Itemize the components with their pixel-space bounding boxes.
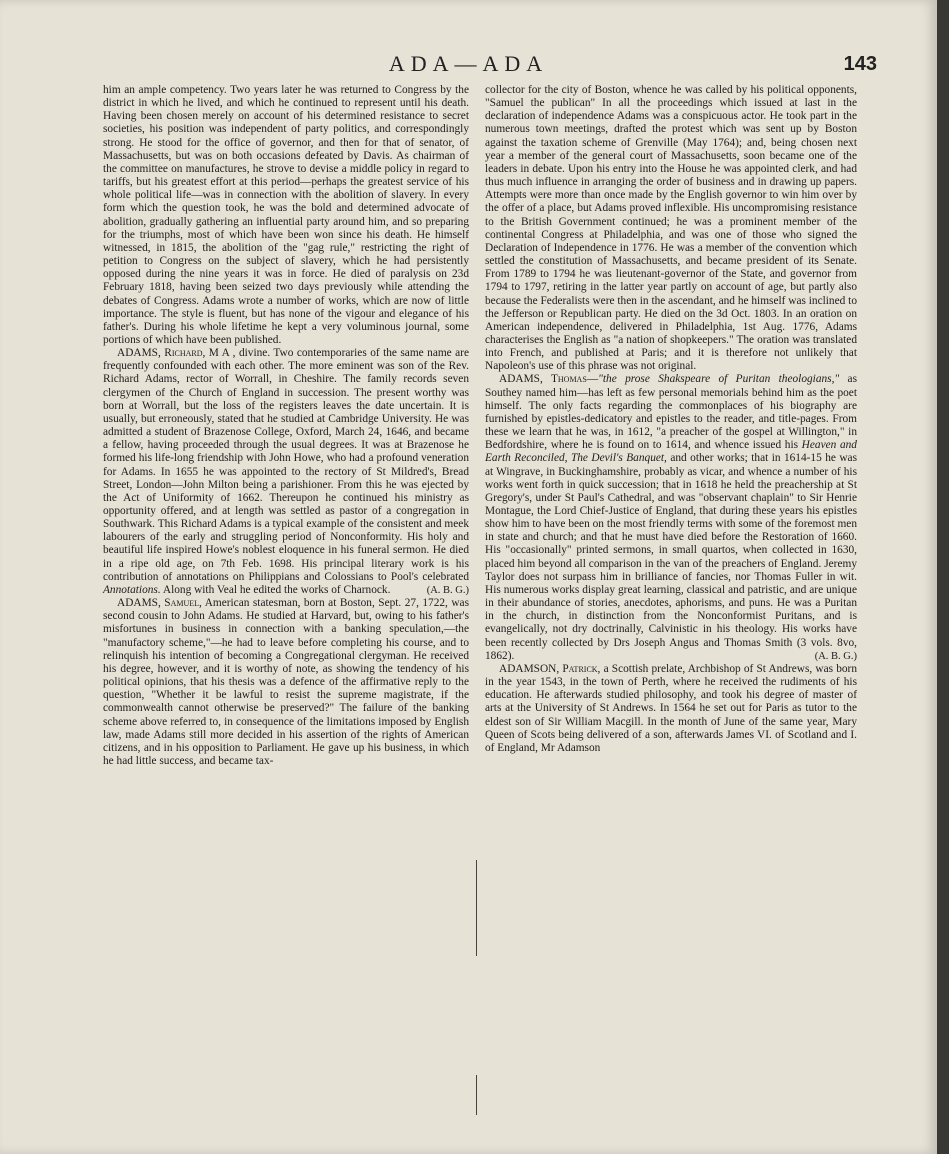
entry-text: as Southey named him—has left as few personal memorials behind him as the poet himself. The only facts regarding the commonplaces of his biography are furnished by epistles-dedicatory and epistles to the reader, and title-pages. From these we learn that he was, in 1612, "a preacher of the gospel at Willington," in Bedfordshire, where he is found on to 1614, and whence issued his xyxy=(485,373,857,452)
left-column xyxy=(103,84,469,768)
article-patrick-adamson xyxy=(485,663,857,755)
article-thomas-adams xyxy=(485,373,857,662)
page-number: 143 xyxy=(843,53,877,75)
entry-text: and other works; that in 1614-15 he was at Wingrave, in Buckinghamshire, probably as vicar, and whence a number of his works went forth in quick succession; that in 1618 he held the preachership at St Gregory's, under St Paul's Cathedral, and was "observant chaplain" to Sir Henrie Montague, the Lord Chief-Justice of England, that during these years his epistles show him to have been on the most friendly terms with some of the foremost men in state and church; and that he must have died before the Restoration of 1660. His "occasionally" printed sermons, in small quartos, when collected in 1630, placed him beyond all comparison in the van of the preachers of England. Jeremy Taylor does not surpass him in brilliance of fancies, nor Thomas Fuller in wit. His numerous works display great learning, classical and patristic, and are unique in their abundance of stories, anecdotes, aphorisms, and puns. He was a Puritan in the church, in distinction from the Nonconformist Puritans, and is evangelically, not dry doctrinally, Calvinistic in his theology. His works have been recently collected by Drs Joseph Angus and Thomas Smith (3 vols. 8vo, 1862). xyxy=(485,452,858,662)
quotation: "the prose Shakspeare of Puritan theologians," xyxy=(598,373,840,386)
right-column xyxy=(485,84,857,755)
article-samuel-adams xyxy=(103,597,469,768)
running-head: ADA—ADA xyxy=(388,51,549,76)
article-paragraph: him an ample competency. Two years later he was returned to Congress by the district in which he lived, and which he continued to represent until his death. Having been chosen merely on account of his determined resistance to secret societies, his position was independent of party politics, and correspondingly strong. He stood for the office of governor, and then for that of senator, of Massachusetts, but was on both occasions defeated by Davis. As chairman of the committee on manufactures, he strove to devise a middle policy in regard to tariffs, but his greatest effort at this period—perhaps the greatest service of his whole political life—was in connection with the abolition of slavery. In every form which the question took, he was the bold and determined advocate of abolition, gradually gathering an influential party around him, and so preparing for the triumphs, most of which have been won since his death. He himself witnessed, in 1815, the abolition of the "gag rule," restricting the right of petition to Congress on the subject of slavery, which he had persistently opposed during the nine years it was in force. He died of paralysis on 23d February 1818, having been seized two days previously while attending the debates of Congress. Adams wrote a number of works, which are now of little importance. The style is fluent, but has none of the vigour and elegance of his father's. During his whole lifetime he kept a very voluminous journal, some portions of which have been published. xyxy=(103,84,469,346)
article-paragraph: collector for the city of Boston, whence he was called by his political opponents, "Samuel the publican" In all the proceedings which issued at last in the declaration of independence Adams was a conspicuous actor. He took part in the numerous town meetings, drafted the protest which was sent up by Boston against the taxation scheme of Grenville (May 1764); and, being chosen next year a member of the general court of Massachusetts, soon became one of the leaders in debate. Upon his entry into the House he was appointed clerk, and had thus much influence in arranging the order of business and in drawing up papers. Attempts were more than once made by the English governor to win him over by the offer of a place, but Adams proved inflexible. His uncompromising resistance to the British Government continued; he was a prominent member of the continental Congress at Philadelphia, and was one of those who signed the Declaration of Independence in 1776. He was a member of the convention which settled the constitution of Massachusetts, and became president of its Senate. From 1789 to 1794 he was lieutenant-governor of the State, and governor from 1794 to 1797, retiring in the latter year partly on account of age, but partly also because the Federalists were then in the ascendant, and he himself was inclined to the Jefferson or Republican party. He died on the 3d Oct. 1803. In an oration on American independence, delivered in Philadelphia, 1st Aug. 1776, Adams characterises the English as "a nation of shopkeepers." The oration was translated into French, and published at Paris; and it is therefore not unlikely that Napoleon's use of this phrase was not original. xyxy=(485,84,857,373)
page-header xyxy=(0,51,937,81)
entry-text: M A , divine. Two contemporaries of the same name are frequently confounded with each other. The more eminent was son of the Rev. Richard Adams, rector of Worrall, in Cheshire. The family records seven clergymen of the Church of England in succession. The present worthy was born at Worrall, but the loss of the registers leaves the date uncertain. It is usually, but erroneously, stated that he studied at Cambridge University. He was admitted a student of Brazenose College, Oxford, March 24, 1646, and became a fellow, having proceeded through the usual degrees. It was at Brazenose he formed his life-long friendship with John Howe, who had a profound veneration for Adams. In 1655 he was appointed to the rectory of St Mildred's, Bread Street, London—John Milton being a parishioner. From this he was ejected by the Act of Uniformity of 1662. Thereupon he continued his ministry as opportunity offered, and at length was settled as pastor of a congregation in Southwark. This Richard Adams is a typical example of the consistent and meek labourers of the early and struggling period of Nonconformity. His holy and beautiful life inspired Howe's noblest eloquence in his funeral sermon. He died in a ripe old age, on 7th Feb. 1698. His principal literary work is his contribution of annotations on Philippians and Colossians to Pool's celebrated xyxy=(103,347,469,583)
work-title: Heaven and Earth Reconciled, The Devil's Banquet, xyxy=(485,439,857,465)
work-title: Annotations. xyxy=(103,583,161,596)
column-rule xyxy=(476,860,477,956)
author-signature: (A. B. G.) xyxy=(814,650,857,662)
entry-text: American statesman, born at Boston, Sept. 27, 1722, was second cousin to John Adams. He studied at Harvard, but, owing to his father's misfortunes in business in connection with a banking speculation,—the "manufactory scheme,"—he had to leave before completing his course, and to relinquish his intention of becoming a Congregational clergyman. He received his degree, however, and it is worthy of note, as showing the tendency of his political opinions, that his thesis was a defence of the affirmative reply to the question, "Whether it be lawful to resist the supreme magistrate, if the commonwealth cannot otherwise be preserved?" The failure of the banking scheme above referred to, in consequence of the limitations imposed by English law, made Adams still more decided in his assertion of the rights of American citizens, and in his opposition to Parliament. He gave up his business, in which he had little success, and became tax- xyxy=(103,597,469,767)
entry-text: Along with Veal he edited the works of Charnock. xyxy=(160,583,391,596)
article-richard-adams xyxy=(103,347,469,597)
entry-text: a Scottish prelate, Archbishop of St Andrews, was born in the year 1543, in the town of Perth, where he received the rudiments of his education. He afterwards studied philosophy, and took his degree of master of arts at the University of St Andrews. In 1564 he set out for Paris as tutor to the eldest son of Sir William Macgill. In the month of June of the same year, Mary Queen of Scots being delivered of a son, afterwards James VI. of Scotland and I. of England, Mr Adamson xyxy=(485,662,857,754)
column-rule xyxy=(476,1075,477,1115)
entry-heading: ADAMS, Richard, xyxy=(117,347,206,360)
author-signature: (A. B. G.) xyxy=(426,584,469,596)
entry-heading: ADAMS, Samuel, xyxy=(117,597,202,610)
entry-heading: ADAMS, Thomas— xyxy=(499,373,599,386)
entry-heading: ADAMSON, Patrick, xyxy=(499,662,601,675)
